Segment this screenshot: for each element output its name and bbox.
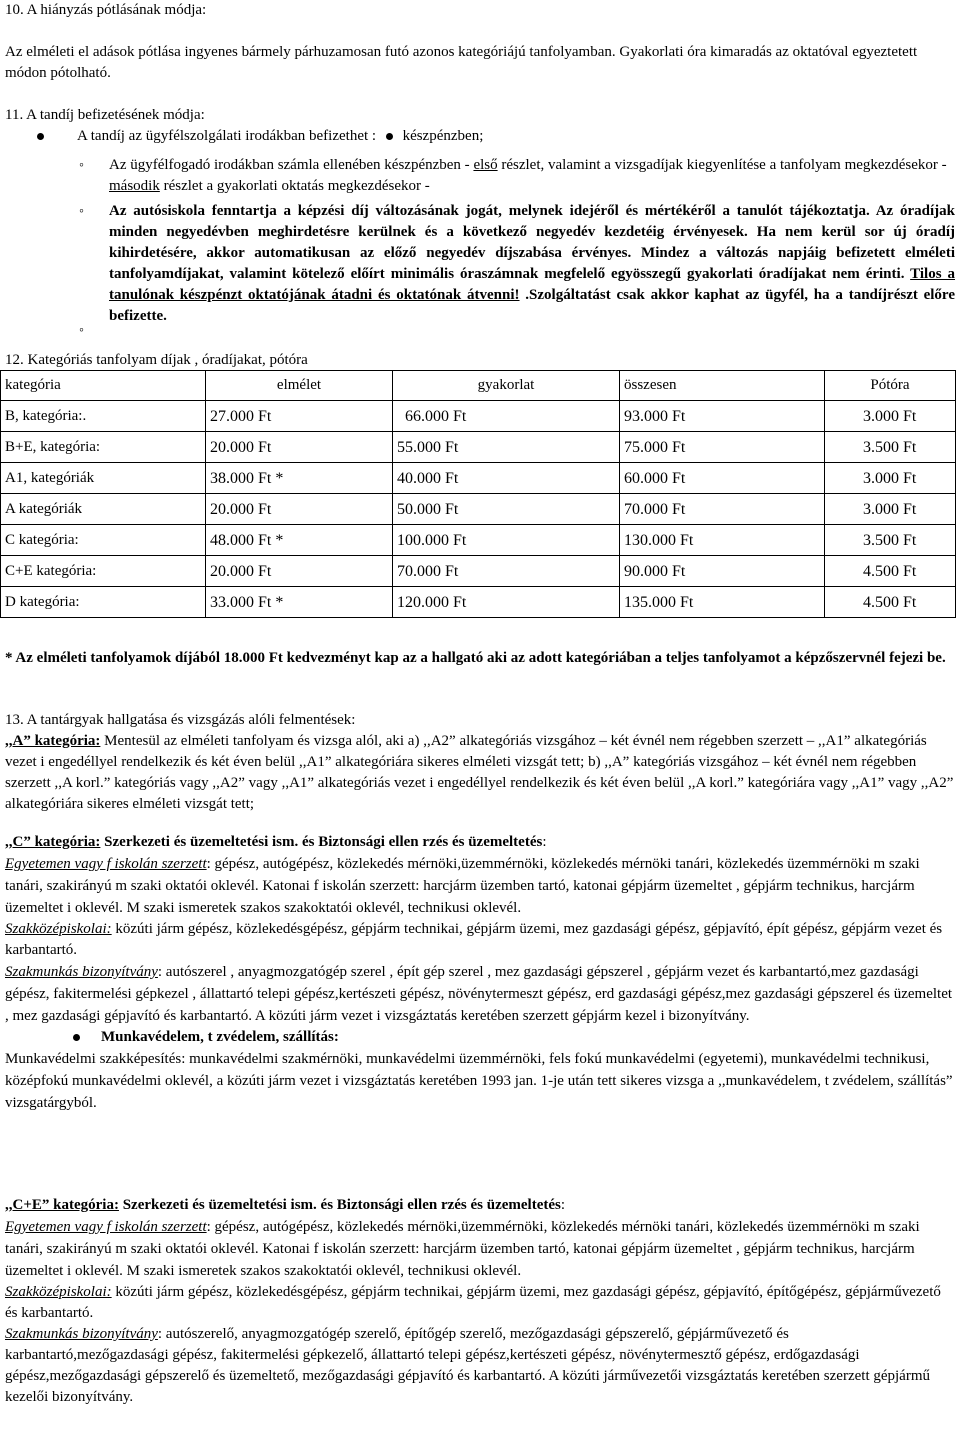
row-gyakorlat: 70.000 Ft: [393, 556, 620, 587]
row-osszesen: 70.000 Ft: [620, 494, 825, 525]
szakkozep-text: közúti járm gépész, közlekedésgépész, gépjárm technikai, gépjárm üzemi, mez gazdasági gépész, gépjavító, épít gépész, gépjárm vezet és karbantartó.: [5, 921, 943, 958]
row-category: C+E kategória:: [1, 556, 206, 587]
row-potora: 4.500 Ft: [825, 556, 956, 587]
row-gyakorlat: 120.000 Ft: [393, 587, 620, 618]
row-elmelet: 20.000 Ft: [206, 556, 393, 587]
table-row: [1, 463, 956, 494]
category-a-exemption: [5, 731, 955, 815]
row-category: B+E, kategória:: [1, 432, 206, 463]
circle-bullet-icon: ◦: [79, 158, 84, 173]
row-gyakorlat: 55.000 Ft: [393, 432, 620, 463]
header-osszesen: összesen: [620, 371, 825, 401]
sub2-warning: Tilos a tanulónak készpénzt oktatójának átadni és oktatónak átvenni!: [109, 266, 956, 303]
row-potora: 3.000 Ft: [825, 401, 956, 432]
table-row: [1, 556, 956, 587]
row-gyakorlat: 50.000 Ft: [393, 494, 620, 525]
row-elmelet: 20.000 Ft: [206, 432, 393, 463]
payment-subitem-1: [5, 155, 955, 197]
category-c-szakkozep: [5, 919, 955, 961]
table-row: [1, 494, 956, 525]
munkavedelem-text: Munkavédelmi szakképesítés: munkavédelmi szakmérnöki, munkavédelmi üzemmérnöki, fels fokú munkavédelmi (egyetemi), munkavédelmi technikusi, középfokú munkavédelmi oklevél, a közúti járm vezet i vizsgáztatás keretében 1993 jan. 1-je után tett sikeres vizsga a ,,munkavédelem, t zvédelem, szállítás” vizsgatárgyból.: [5, 1051, 953, 1111]
category-ce-colon: :: [560, 1197, 566, 1213]
header-elmelet: elmélet: [206, 371, 393, 401]
fee-table: [0, 370, 956, 618]
table-row: [1, 401, 956, 432]
bullet-icon: [37, 133, 44, 140]
category-ce-label: ,,C+E” kategória:: [5, 1197, 119, 1213]
tuition-bullet-cash: készpénzben;: [402, 128, 484, 144]
row-osszesen: 130.000 Ft: [620, 525, 825, 556]
bullet-icon: [386, 133, 393, 140]
category-c-heading: [5, 832, 955, 853]
row-osszesen: 90.000 Ft: [620, 556, 825, 587]
sub1-text-b: részlet, valamint a vizsgadíjak kiegyenlítése a tanfolyam megkezdésekor -: [497, 157, 947, 173]
sub1-first: első: [473, 157, 498, 173]
row-gyakorlat: 66.000 Ft: [393, 401, 620, 432]
row-category: D kategória:: [1, 587, 206, 618]
category-c-label: ,,C” kategória:: [5, 834, 101, 850]
category-ce-heading: [5, 1195, 955, 1216]
szakmunkas-text: : autószerelő, anyagmozgatógép szerelő, építőgép szerelő, mezőgazdasági gépszerelő, gépjárművezető és karbantartó,mezőgazdasági gépész, fakitermelési gépkezelő, állattartó telepi gépész,kertészeti gépész, növénytermesztő gépész, erdőgazdasági gépész,mezőgazdasági gépszerelő és üzemeltető, mezőgazdasági gépjavító és karbantartó. A közúti járművezetői vizsgáztatás keretében szerzett gépjármű kezelői bizonyítvány.: [5, 1326, 931, 1405]
row-elmelet: 38.000 Ft *: [206, 463, 393, 494]
category-c-egyetem: [5, 853, 955, 919]
row-gyakorlat: 100.000 Ft: [393, 525, 620, 556]
section-10-text: Az elméleti el adások pótlása ingyenes bármely párhuzamosan futó azonos kategóriájú tanfolyamban. Gyakorlati óra kimaradás az oktatóval egyeztetett módon pótolható.: [5, 44, 918, 81]
szakmunkas-label: Szakmunkás bizonyítvány: [5, 1326, 158, 1342]
category-ce-title: Szerkezeti és üzemeltetési ism. és Biztonsági ellen rzés és üzemeltetés: [118, 1197, 561, 1213]
sub1-text-a: Az ügyfélfogadó irodákban számla ellenében készpénzben -: [109, 157, 474, 173]
table-row: [1, 525, 956, 556]
egyetem-label: Egyetemen vagy f iskolán szerzett: [5, 856, 207, 872]
payment-subitem-2: [5, 201, 955, 327]
row-potora: 3.500 Ft: [825, 432, 956, 463]
table-row: [1, 587, 956, 618]
section-13-title: 13. A tantárgyak hallgatása és vizsgázás alóli felmentések:: [5, 712, 356, 728]
category-ce-szakmunkas: [5, 1324, 955, 1408]
category-c-block: [5, 832, 955, 1114]
row-osszesen: 75.000 Ft: [620, 432, 825, 463]
szakkozep-label: Szakközépiskolai:: [5, 1284, 112, 1300]
row-elmelet: 48.000 Ft *: [206, 525, 393, 556]
row-gyakorlat: 40.000 Ft: [393, 463, 620, 494]
fee-table-header: [1, 371, 956, 401]
row-potora: 3.500 Ft: [825, 525, 956, 556]
szakmunkas-text: : autószerel , anyagmozgatógép szerel , épít gép szerel , mez gazdasági gépszerel , gépjárm vezet és karbantartó,mez gazdasági gépész, fakitermelési gépkezel , állattartó telepi gépész,kertészeti gépész, növénytermeszt gépész, erd gazdasági gépész,mez gazdasági gépszerel és üzemeltet , mez gazdasági gépjavító és karbantartó. A közúti járm vezet i vizsgáztatás keretében szerzett gépjárm kezel i bizonyítvány.: [5, 964, 953, 1024]
egyetem-label: Egyetemen vagy f iskolán szerzett: [5, 1219, 207, 1235]
category-ce-egyetem: [5, 1216, 955, 1282]
sub2-text-a: Az autósiskola fenntartja a képzési díj változásának jogát, melynek idejéről és mértékéről a tanulót tájékoztatja. Az óradíjak minden negyedévben meghirdetésre kerülnek és a következő negyedév kezdetéig érvényesek. Ha nem kerül sor új óradíj kihirdetésére, akkor automatikusan az előző negyedév díjszabása érvényes. Mindez a változás napjáig befizetett elméleti tanfolyamdíjakat, valamint kötelező előírt minimális óraszámnak megfelelő egyösszegű gyakorlati óradíjakat nem érinti.: [109, 203, 955, 282]
munkavedelem-title: Munkavédelem, t zvédelem, szállítás:: [101, 1029, 339, 1045]
row-potora: 3.000 Ft: [825, 463, 956, 494]
sub2-text-b: .Szolgáltatást csak akkor kaphat az ügyfél, ha a tandíjrészt előre befizette.: [109, 287, 955, 324]
tuition-bullet: [5, 126, 955, 147]
row-elmelet: 33.000 Ft *: [206, 587, 393, 618]
row-category: B, kategória:.: [1, 401, 206, 432]
row-category: A kategóriák: [1, 494, 206, 525]
row-elmelet: 27.000 Ft: [206, 401, 393, 432]
egyetem-text: : gépész, autógépész, közlekedés mérnöki,üzemmérnöki, közlekedés mérnöki tanári, közlekedés üzemmérnöki m szaki tanári, szakirányú m szaki oktatói oklevél. Katonai f iskolán szerzett: harcjárm üzemben tartó, katonai gépjárm üzemeltet , gépjárm technikus, harcjárm üzemeltet i oklevél. M szaki ismeretek szakos szakoktatói oklevél, technikusi oklevél.: [5, 1219, 920, 1279]
tuition-bullet-text: A tandíj az ügyfélszolgálati irodákban befizethet :: [77, 128, 377, 144]
row-elmelet: 20.000 Ft: [206, 494, 393, 525]
table-row: [1, 432, 956, 463]
row-osszesen: 135.000 Ft: [620, 587, 825, 618]
section-10-title: 10. A hiányzás pótlásának módja:: [5, 2, 207, 18]
category-c-colon: :: [542, 834, 547, 850]
category-a-text: Mentesül az elméleti tanfolyam és vizsga alól, aki a) ,,A2” alkategóriás vizsgához – két évnél nem régebben szerzett – ,,A1” alkategóriás vezet i engedéllyel rendelkezik és két éven belül ,,A1” alkategóriára sikeres elméleti vizsgát tett; b) ,,A” kategóriás vizsgához – két évnél nem régebben szerzett ,,A korl.” kategóriás vagy ,,A2” vagy ,,A1” alkategóriás vezet i engedéllyel rendelkezik és két éven belül ,,A korl.” kategóriára vagy ,,A1” vagy ,,A2” alkategóriára sikeres elméleti vizsgát tett;: [5, 733, 954, 812]
szakkozep-label: Szakközépiskolai:: [5, 921, 112, 937]
category-c-title: Szerkezeti és üzemeltetési ism. és Biztonsági ellen rzés és üzemeltetés: [100, 834, 543, 850]
category-ce-block: [5, 1195, 955, 1408]
category-a-label: ,,A” kategória:: [5, 733, 101, 749]
fee-footnote: * Az elméleti tanfolyamok díjából 18.000 Ft kedvezményt kap az a hallgató aki az adott kategóriában a teljes tanfolyamot a képzőszervnél fejezi be.: [5, 650, 946, 666]
category-ce-szakkozep: [5, 1282, 955, 1324]
section-11-title: 11. A tandíj befizetésének módja:: [5, 107, 205, 123]
header-kategoria: kategória: [1, 371, 206, 401]
bullet-icon: [73, 1034, 80, 1041]
sub1-text-c: részlet a gyakorlati oktatás megkezdésekor -: [159, 178, 430, 194]
section-12-title: 12. Kategóriás tanfolyam díjak , óradíjakat, pótóra: [5, 352, 308, 368]
szakmunkas-label: Szakmunkás bizonyítvány: [5, 964, 158, 980]
row-category: A1, kategóriák: [1, 463, 206, 494]
munkavedelem-bullet: [5, 1027, 955, 1048]
row-category: C kategória:: [1, 525, 206, 556]
circle-bullet-icon: ◦: [79, 323, 84, 338]
row-osszesen: 60.000 Ft: [620, 463, 825, 494]
szakkozep-text: közúti járm gépész, közlekedésgépész, gépjárm technikai, gépjárm üzemi, mez gazdasági gépész, gépjavító, építőgépész, gépjárművezető és karbantartó.: [5, 1284, 941, 1321]
sub1-second: második: [109, 178, 160, 194]
row-potora: 3.000 Ft: [825, 494, 956, 525]
header-gyakorlat: gyakorlat: [393, 371, 620, 401]
row-osszesen: 93.000 Ft: [620, 401, 825, 432]
header-potora: Pótóra: [825, 371, 956, 401]
row-potora: 4.500 Ft: [825, 587, 956, 618]
circle-bullet-icon: ◦: [79, 204, 84, 219]
category-c-szakmunkas: [5, 961, 955, 1027]
egyetem-text: : gépész, autógépész, közlekedés mérnöki,üzemmérnöki, közlekedés mérnöki tanári, közlekedés üzemmérnöki m szaki tanári, szakirányú m szaki oktatói oklevél. Katonai f iskolán szerzett: harcjárm üzemben tartó, katonai gépjárm üzemeltet , gépjárm technikus, harcjárm üzemeltet i oklevél. M szaki ismeretek szakos szakoktatói oklevél, technikusi oklevél.: [5, 856, 920, 916]
